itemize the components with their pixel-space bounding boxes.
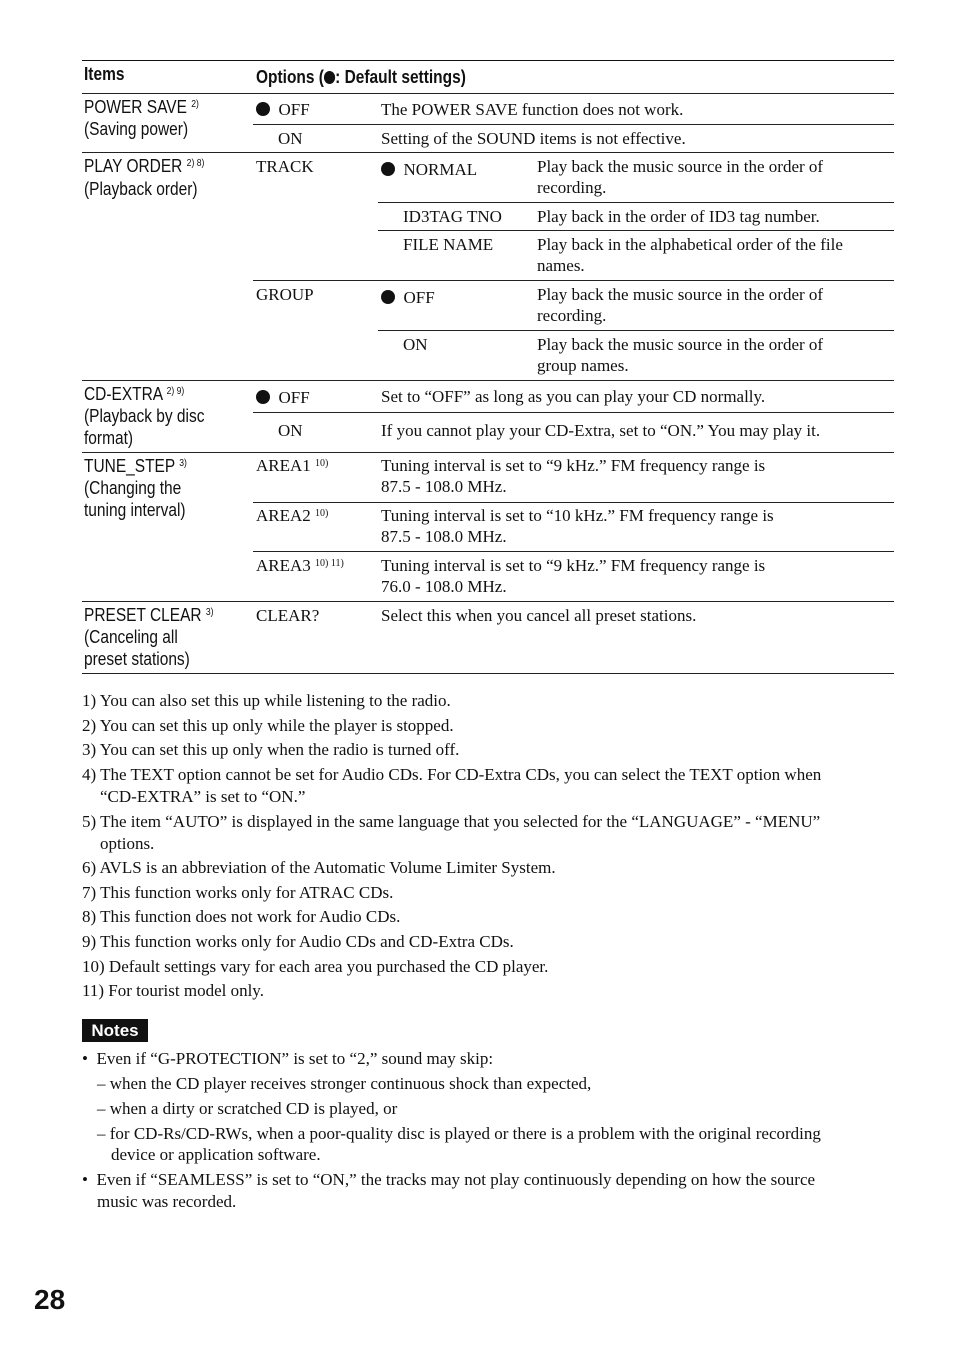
section-rule — [82, 601, 894, 602]
power-save-on: ON — [278, 129, 303, 148]
note-dash-2: – when a dirty or scratched CD is played, or — [97, 1099, 398, 1118]
note-dash-3: – for CD-Rs/CD-RWs, when a poor-quality disc is played or there is a problem with the original recording device or application software. — [97, 1124, 821, 1164]
cd-extra-desc2: format) — [84, 428, 134, 448]
group-on-text: Play back the music source in the order of group names. — [537, 335, 824, 375]
track-normal: NORMAL — [381, 159, 477, 180]
track-filename: FILE NAME — [403, 235, 494, 254]
default-dot-icon — [324, 71, 335, 84]
row-rule — [378, 230, 894, 231]
group-off: OFF — [381, 287, 435, 308]
header-options: Options ( : Default settings) — [256, 67, 466, 87]
group-off-text: Play back the music source in the order of recording. — [537, 285, 824, 325]
row-rule — [253, 551, 894, 552]
footnote-10: 10) Default settings vary for each area you purchased the CD player. — [82, 957, 549, 976]
tune-step-desc1: (Changing the — [84, 478, 182, 498]
default-dot-icon — [381, 290, 395, 304]
cd-extra-on-text: If you cannot play your CD-Extra, set to “ON.” You may play it. — [381, 421, 821, 440]
area3-text: Tuning interval is set to “9 kHz.” FM frequency range is 76.0 - 108.0 MHz. — [381, 556, 766, 596]
footnote-3: 3) You can set this up only when the radio is turned off. — [82, 740, 460, 759]
area1-text: Tuning interval is set to “9 kHz.” FM frequency range is 87.5 - 108.0 MHz. — [381, 456, 766, 496]
tune-step-desc2: tuning interval) — [84, 500, 186, 520]
default-dot-icon — [256, 102, 270, 116]
footnote-6: 6) AVLS is an abbreviation of the Automatic Volume Limiter System. — [82, 858, 556, 877]
play-order-desc: (Playback order) — [84, 179, 198, 199]
footnote-11: 11) For tourist model only. — [82, 981, 264, 1000]
footnote-5: 5) The item “AUTO” is displayed in the same language that you selected for the “LANGUAGE” - “MENU” options. — [82, 812, 821, 853]
tune-step-label: TUNE_STEP $^{3)}$ — [84, 456, 187, 476]
footnote-2: 2) You can set this up only while the player is stopped. — [82, 716, 454, 735]
power-save-on-text: Setting of the SOUND items is not effective. — [381, 129, 686, 148]
power-save-off: OFF — [256, 99, 310, 120]
preset-clear-label: PRESET CLEAR $^{3)}$ — [84, 605, 214, 625]
footnote-1: 1) You can also set this up while listening to the radio. — [82, 691, 451, 710]
group-on: ON — [403, 335, 428, 354]
table-bottom-rule — [82, 673, 894, 674]
note-dash-1: – when the CD player receives stronger continuous shock than expected, — [97, 1074, 592, 1093]
row-rule — [378, 330, 894, 331]
header-items: Items — [84, 64, 125, 84]
section-rule — [82, 452, 894, 453]
section-rule — [82, 152, 894, 153]
note-bullet-2: • Even if “SEAMLESS” is set to “ON,” the tracks may not play continuously depending on how the source music was recorded. — [82, 1170, 816, 1211]
preset-clear-text: Select this when you cancel all preset stations. — [381, 606, 697, 625]
row-rule — [378, 202, 894, 203]
cd-extra-on: ON — [278, 421, 303, 440]
row-rule — [253, 280, 894, 281]
power-save-off-text: The POWER SAVE function does not work. — [381, 100, 684, 119]
table-top-rule — [82, 60, 894, 61]
section-rule — [82, 380, 894, 381]
row-rule — [253, 502, 894, 503]
preset-clear-desc2: preset stations) — [84, 649, 190, 669]
preset-clear-option: CLEAR? — [256, 606, 320, 625]
footnote-9: 9) This function works only for Audio CDs and CD-Extra CDs. — [82, 932, 514, 951]
footnote-8: 8) This function does not work for Audio CDs. — [82, 907, 401, 926]
footnote-7: 7) This function works only for ATRAC CDs. — [82, 883, 394, 902]
track-id3tag: ID3TAG TNO — [403, 207, 502, 226]
header-rule — [82, 93, 894, 94]
default-dot-icon — [381, 162, 395, 176]
track-normal-text: Play back the music source in the order of recording. — [537, 157, 824, 197]
cd-extra-label: CD-EXTRA $^{2) 9)}$ — [84, 384, 185, 404]
track-filename-text: Play back in the alphabetical order of the file names. — [537, 235, 843, 275]
default-dot-icon — [256, 390, 270, 404]
area2-text: Tuning interval is set to “10 kHz.” FM frequency range is 87.5 - 108.0 MHz. — [381, 506, 774, 546]
track-id3tag-text: Play back in the order of ID3 tag number. — [537, 207, 820, 226]
area1-label: AREA1 $^{10)}$ — [256, 456, 329, 475]
cd-extra-desc1: (Playback by disc — [84, 406, 205, 426]
row-rule — [253, 124, 894, 125]
track-label: TRACK — [256, 157, 314, 176]
cd-extra-off: OFF — [256, 387, 310, 408]
preset-clear-desc1: (Canceling all — [84, 627, 178, 647]
power-save-label: POWER SAVE $^{2)}$ — [84, 97, 199, 117]
note-bullet-1: • Even if “G-PROTECTION” is set to “2,” sound may skip: — [82, 1049, 494, 1068]
notes-badge: Notes — [82, 1019, 148, 1042]
area2-label: AREA2 $^{10)}$ — [256, 506, 329, 525]
area3-label: AREA3 $^{10) 11)}$ — [256, 556, 344, 575]
group-label: GROUP — [256, 285, 314, 304]
row-rule — [253, 412, 894, 413]
cd-extra-off-text: Set to “OFF” as long as you can play your CD normally. — [381, 387, 766, 406]
footnote-4: 4) The TEXT option cannot be set for Audio CDs. For CD-Extra CDs, you can select the TEXT option when “CD-EXTRA” is set to “ON.” — [82, 765, 822, 806]
power-save-desc: (Saving power) — [84, 119, 189, 139]
play-order-label: PLAY ORDER $^{2) 8)}$ — [84, 156, 205, 176]
page-number: 28 — [34, 1284, 66, 1315]
